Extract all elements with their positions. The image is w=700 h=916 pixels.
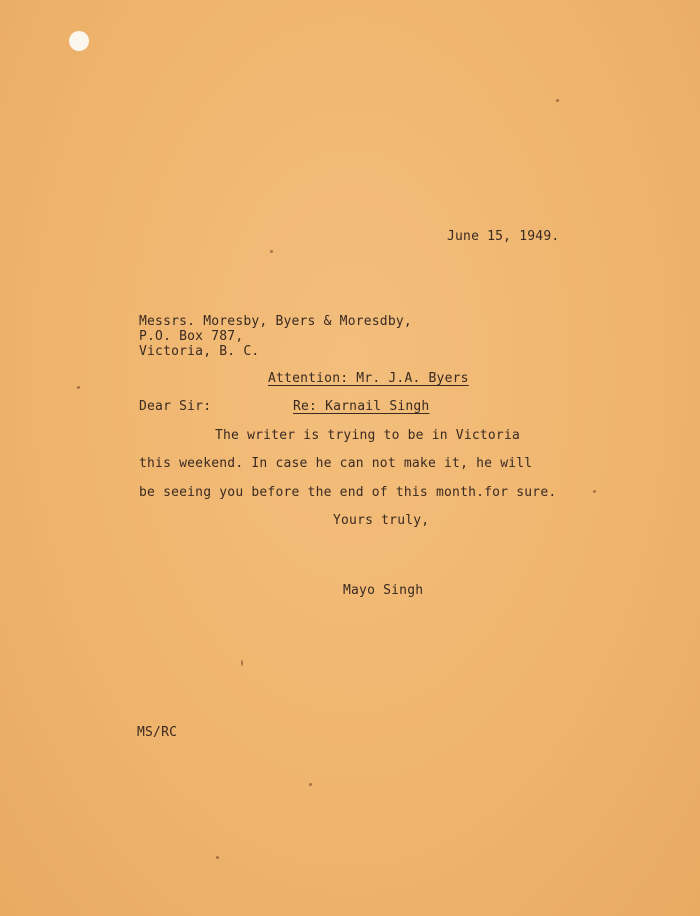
body-line: The writer is trying to be in Victoria [215,428,521,443]
addressee-line: P.O. Box 787, [139,329,244,344]
paper-speck [241,660,243,666]
paper-speck [593,490,596,493]
body-line: this weekend. In case he can not make it, he will [139,456,533,471]
letter-date: June 15, 1949. [447,229,560,244]
attention-line: Attention: Mr. J.A. Byers [268,371,469,386]
addressee-line: Victoria, B. C. [139,344,260,359]
signature-name: Mayo Singh [343,583,424,598]
closing: Yours truly, [333,513,430,528]
reference-initials: MS/RC [137,725,178,740]
paper-speck [556,99,559,102]
punch-hole [69,31,89,51]
paper-speck [216,856,219,859]
salutation: Dear Sir: [139,399,212,414]
body-line: be seeing you before the end of this month.for sure. [139,485,557,500]
subject-line: Re: Karnail Singh [293,399,430,414]
addressee-line: Messrs. Moresby, Byers & Moresdby, [139,314,412,329]
paper-speck [270,250,273,253]
paper-speck [77,386,80,389]
paper-speck [309,783,312,786]
